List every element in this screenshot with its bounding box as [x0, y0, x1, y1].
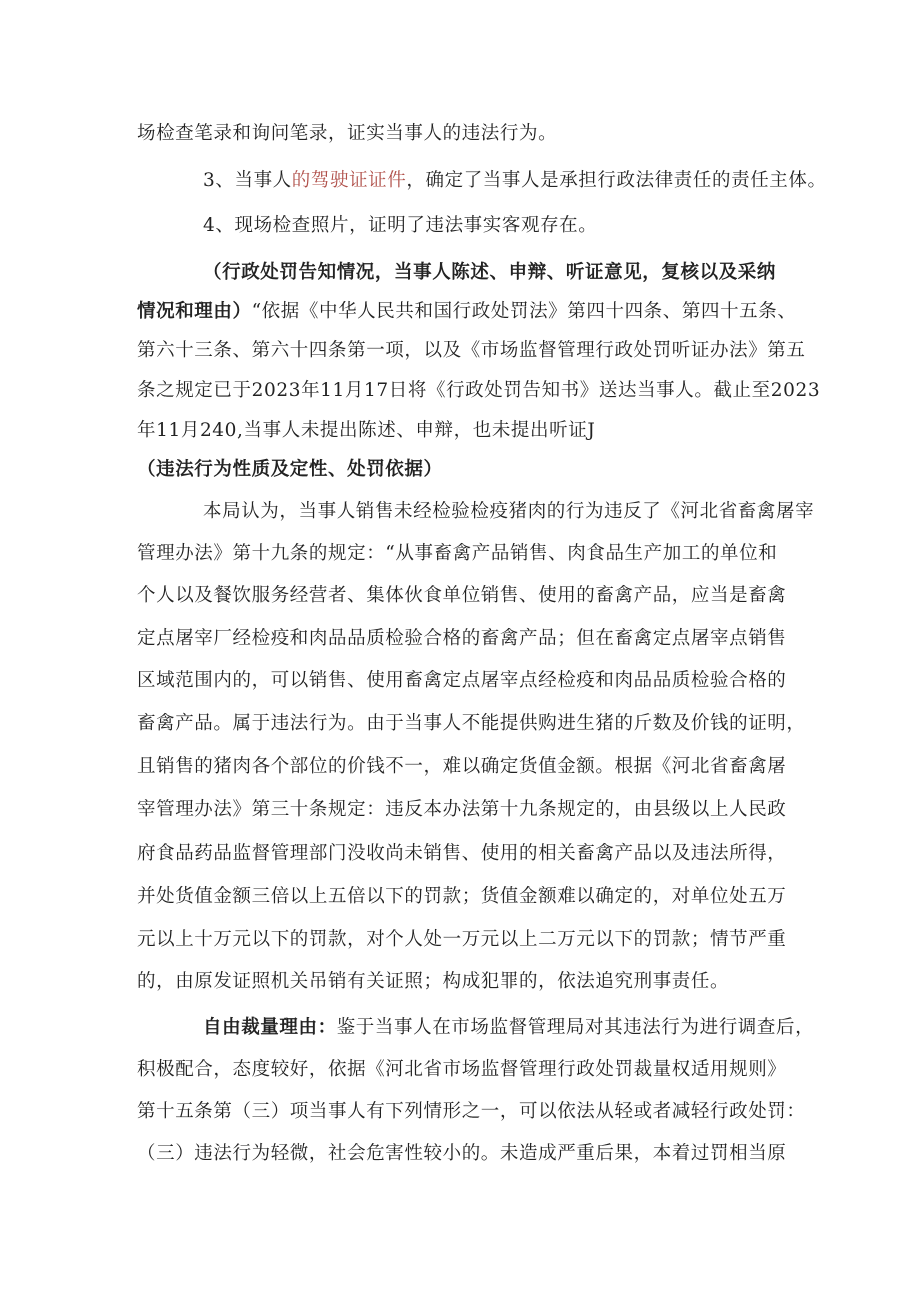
paragraph-line	[203, 1016, 814, 1040]
paragraph-line: 个人以及餐饮服务经营者、集体伙食单位销售、使用的畜禽产品，应当是畜禽	[137, 585, 787, 606]
paragraph-line: 第十五条第（三）项当事人有下列情形之一，可以依法从轻或者减轻行政处罚：	[137, 1101, 806, 1122]
discretion-reason-text: 鉴于当事人在市场监督管理局对其违法行为进行调查后，	[336, 1017, 815, 1038]
paragraph-line: 条之规定已于2023年11月17日将《行政处罚告知书》送达当事人。截止至2023	[137, 380, 821, 401]
paragraph-line: 宰管理办法》第三十条规定：违反本办法第十九条规定的，由县级以上人民政	[137, 799, 787, 820]
paragraph-line: 年11月240,当事人未提出陈述、申辩，也未提出听证J	[137, 420, 596, 441]
notification-text: “依据《中华人民共和国行政处罚法》第四十四条、第四十五条、	[251, 301, 797, 322]
paragraph-line: 畜禽产品。属于违法行为。由于当事人不能提供购进生猪的斤数及价钱的证明，	[137, 713, 806, 734]
evidence-item-3-suffix: ，确定了当事人是承担行政法律责任的责任主体。	[406, 170, 827, 191]
evidence-item-3-prefix: 3、当事人	[203, 170, 292, 191]
paragraph-line: 府食品药品监督管理部门没收尚未销售、使用的相关畜禽产品以及违法所得，	[137, 843, 787, 864]
discretion-reason-label: 自由裁量理由：	[203, 1017, 337, 1038]
paragraph-line: 管理办法》第十九条的规定：“从事畜禽产品销售、肉食品生产加工的单位和	[137, 543, 778, 564]
section-heading-nature: （违法行为性质及定性、处罚依据）	[137, 459, 443, 480]
paragraph-line: （三）违法行为轻微，社会危害性较小的。未造成严重后果，本着过罚相当原	[137, 1143, 787, 1164]
paragraph-line: 本局认为，当事人销售未经检验检疫猪肉的行为违反了《河北省畜禽屠宰	[203, 501, 815, 522]
section-heading-notification: （行政处罚告知情况，当事人陈述、申辩、听证意见，复核以及采纳	[203, 262, 777, 283]
paragraph-line: 场检查笔录和询问笔录，证实当事人的违法行为。	[137, 123, 558, 144]
paragraph-line: 且销售的猪肉各个部位的价钱不一，难以确定货值金额。根据《河北省畜禽屠	[137, 756, 787, 777]
paragraph-line: 定点屠宰厂经检疫和肉品品质检验合格的畜禽产品；但在畜禽定点屠宰点销售	[137, 628, 787, 649]
paragraph-line: 并处货值金额三倍以上五倍以下的罚款；货值金额难以确定的，对单位处五万	[137, 886, 787, 907]
paragraph-line: 积极配合，态度较好，依据《河北省市场监督管理行政处罚裁量权适用规则》	[137, 1059, 787, 1080]
paragraph-line: 的，由原发证照机关吊销有关证照；构成犯罪的，依法追究刑事责任。	[137, 971, 730, 992]
paragraph-line: 元以上十万元以下的罚款，对个人处一万元以上二万元以下的罚款；情节严重	[137, 929, 787, 950]
section-heading-notification-end: 情况和理由）	[137, 301, 252, 322]
paragraph-line	[137, 300, 796, 324]
highlighted-driver-license: 的驾驶证证件	[291, 170, 407, 191]
paragraph-line: 第六十三条、第六十四条第一项，以及《市场监督管理行政处罚听证办法》第五	[137, 340, 806, 361]
paragraph-line: 区域范围内的，可以销售、使用畜禽定点屠宰点经检疫和肉品品质检验合格的	[137, 670, 787, 691]
evidence-item-4: 4、现场检查照片，证明了违法事实客观存在。	[203, 215, 598, 236]
evidence-item-3	[203, 169, 827, 193]
